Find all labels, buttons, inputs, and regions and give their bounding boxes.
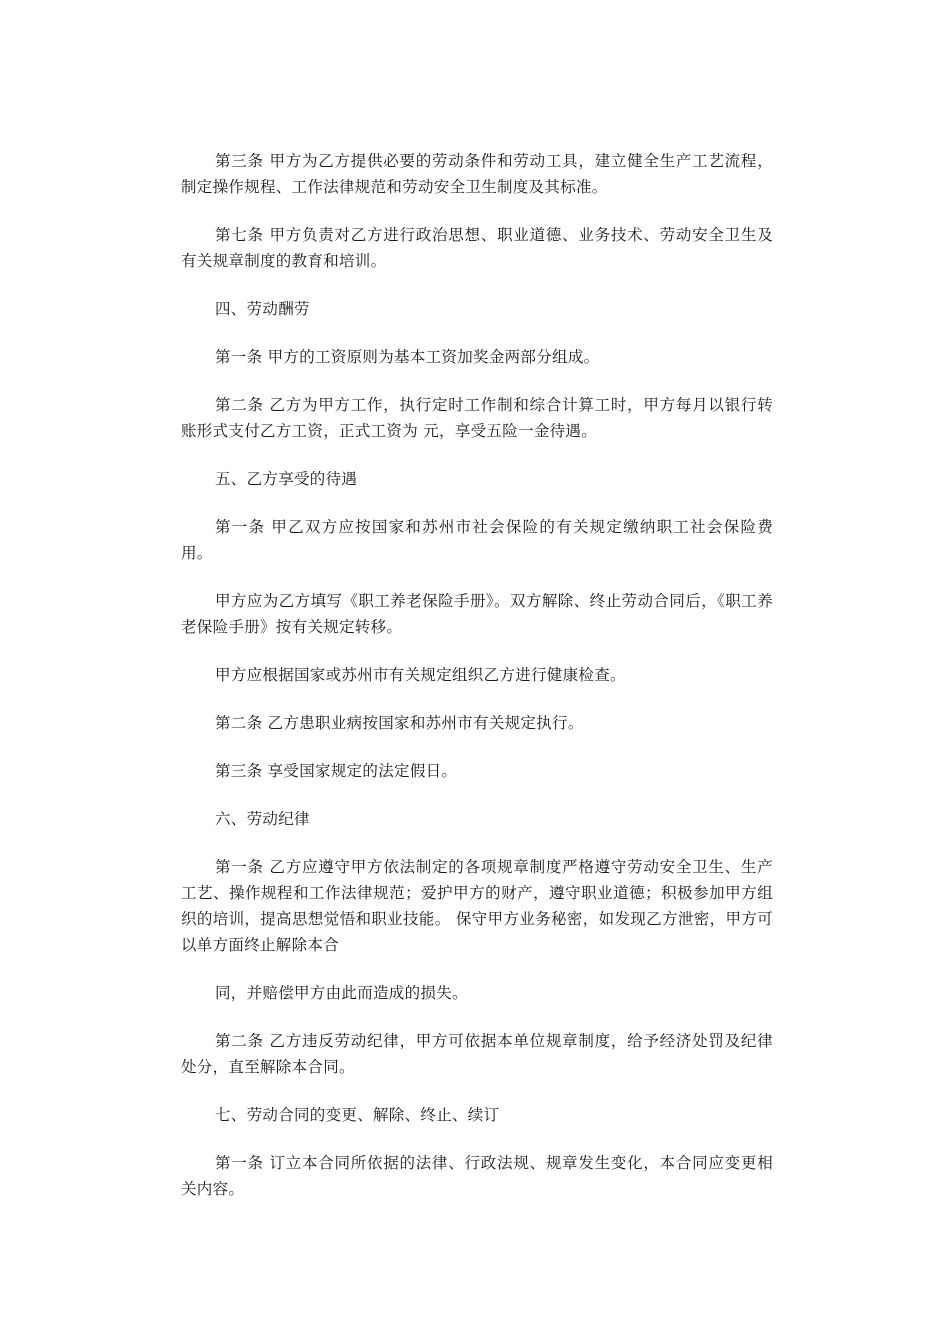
paragraph-pension-manual: 甲方应为乙方填写《职工养老保险手册》。双方解除、终止劳动合同后，《职工养老保险手册》按有关规定转移。 <box>181 592 773 636</box>
paragraph-article-7-training: 第七条 甲方负责对乙方进行政治思想、职业道德、业务技术、劳动安全卫生及有关规章制度的教育和培训。 <box>181 226 773 270</box>
paragraph-occupational-disease: 第二条 乙方患职业病按国家和苏州市有关规定执行。 <box>215 714 584 732</box>
paragraph-compensation: 同，并赔偿甲方由此而造成的损失。 <box>215 984 468 1002</box>
paragraph-wage-principle: 第一条 甲方的工资原则为基本工资加奖金两部分组成。 <box>215 348 600 366</box>
paragraph-health-check: 甲方应根据国家或苏州市有关规定组织乙方进行健康检查。 <box>215 666 626 684</box>
paragraph-discipline-violation: 第二条 乙方违反劳动纪律，甲方可依据本单位规章制度，给予经济处罚及纪律处分，直至解除本合同。 <box>181 1032 773 1076</box>
paragraph-holidays: 第三条 享受国家规定的法定假日。 <box>215 762 458 780</box>
paragraph-article-3-tools: 第三条 甲方为乙方提供必要的劳动条件和劳动工具，建立健全生产工艺流程，制定操作规程、工作法律规范和劳动安全卫生制度及其标准。 <box>181 152 773 196</box>
document-body <box>181 148 773 1224</box>
paragraph-rules-compliance: 第一条 乙方应遵守甲方依法制定的各项规章制度严格遵守劳动安全卫生、生产工艺、操作规程和工作法律规范；爱护甲方的财产，遵守职业道德；积极参加甲方组织的培训，提高思想觉悟和职业技能。 保守甲方业务秘密，如发现乙方泄密，甲方可以单方面终止解除本合 <box>181 858 773 954</box>
paragraph-wage-payment: 第二条 乙方为甲方工作，执行定时工作制和综合计算工时，甲方每月以银行转账形式支付乙方工资，正式工资为 元，享受五险一金待遇。 <box>181 396 773 440</box>
section-heading-remuneration: 四、劳动酬劳 <box>215 300 310 318</box>
section-heading-contract-changes: 七、劳动合同的变更、解除、终止、续订 <box>215 1106 500 1124</box>
section-heading-discipline: 六、劳动纪律 <box>215 810 310 828</box>
section-heading-benefits: 五、乙方享受的待遇 <box>215 470 358 488</box>
paragraph-contract-amendment: 第一条 订立本合同所依据的法律、行政法规、规章发生变化，本合同应变更相关内容。 <box>181 1154 773 1198</box>
paragraph-social-insurance: 第一条 甲乙双方应按国家和苏州市社会保险的有关规定缴纳职工社会保险费用。 <box>181 518 773 562</box>
